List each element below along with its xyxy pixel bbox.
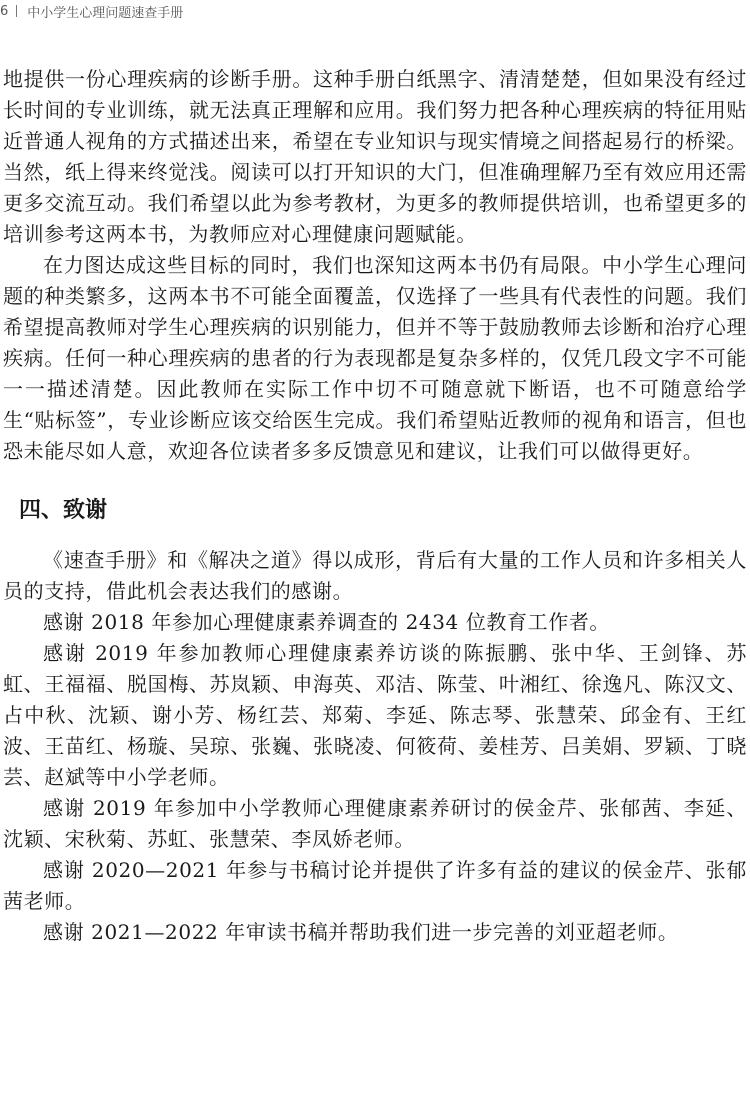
running-header (0, 0, 183, 22)
paragraph-thanks-2018: 感谢 2018 年参加心理健康素养调查的 2434 位教育工作者。 (43, 610, 611, 634)
paragraph-limitations: 在力图达成这些目标的同时，我们也深知这两本书仍有局限。中小学生心理问题的种类繁多，这两本书不可能全面覆盖，仅选择了一些具有代表性的问题。我们希望提高教师对学生心理疾病的识别能力，但并不等于鼓励教师去诊断和治疗心理疾病。任何一种心理疾病的患者的行为表现都是复杂多样的，仅凭几段文字不可能一一描述清楚。因此教师在实际工作中切不可随意就下断语，也不可随意给学生“贴标签”，专业诊断应该交给医生完成。我们希望贴近教师的视角和语言，但也恐未能尽如人意，欢迎各位读者多多反馈意见和建议，让我们可以做得更好。 (3, 253, 747, 463)
section-heading-acknowledgements: 四、致谢 (19, 498, 108, 523)
page-number: 6 (0, 3, 9, 19)
paragraph-thanks-2019-seminar: 感谢 2019 年参加中小学教师心理健康素养研讨的侯金芹、张郁茜、李延、沈颖、宋秋菊、苏虹、张慧荣、李凤娇老师。 (3, 796, 747, 851)
header-divider (16, 5, 17, 17)
page-body (3, 64, 747, 948)
book-title: 中小学生心理问题速查手册 (27, 5, 184, 21)
paragraph-thanks-2021: 感谢 2021—2022 年审读书稿并帮助我们进一步完善的刘亚超老师。 (43, 920, 679, 944)
paragraph-continuation: 地提供一份心理疾病的诊断手册。这种手册白纸黑字、清清楚楚，但如果没有经过长时间的专业训练，就无法真正理解和应用。我们努力把各种心理疾病的特征用贴近普通人视角的方式描述出来，希望在专业知识与现实情境之间搭起易行的桥梁。当然，纸上得来终觉浅。阅读可以打开知识的大门，但准确理解乃至有效应用还需更多交流互动。我们希望以此为参考教材，为更多的教师提供培训，也希望更多的培训参考这两本书，为教师应对心理健康问题赋能。 (3, 67, 747, 246)
paragraph-thanks-2020: 感谢 2020—2021 年参与书稿讨论并提供了许多有益的建议的侯金芹、张郁茜老师。 (3, 858, 747, 913)
paragraph-thanks-intro: 《速查手册》和《解决之道》得以成形，背后有大量的工作人员和许多相关人员的支持，借此机会表达我们的感谢。 (3, 548, 747, 603)
paragraph-thanks-2019-interview: 感谢 2019 年参加教师心理健康素养访谈的陈振鹏、张中华、王剑锋、苏虹、王福福、脱国梅、苏岚颖、申海英、邓洁、陈莹、叶湘红、徐逸凡、陈汉文、占中秋、沈颖、谢小芳、杨红芸、郑菊、李延、陈志琴、张慧荣、邱金有、王红波、王苗红、杨璇、吴琼、张巍、张晓凌、何筱荷、姜桂芳、吕美娟、罗颖、丁晓芸、赵斌等中小学老师。 (3, 641, 747, 789)
